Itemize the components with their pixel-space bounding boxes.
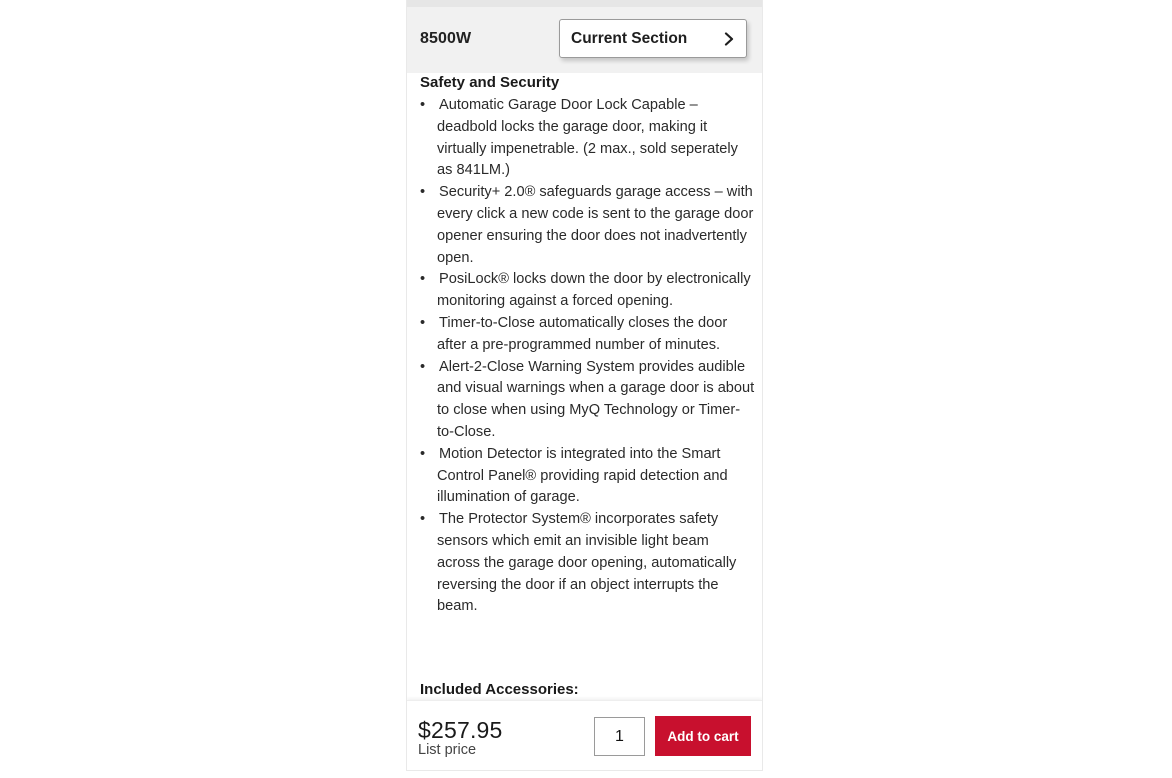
list-item	[420, 313, 755, 357]
list-item-text: Motion Detector is integrated into the Smart Control Panel® providing rapid detection and illumination of garage.	[437, 445, 728, 506]
add-to-cart-button[interactable]: Add to cart	[655, 716, 751, 756]
list-item	[420, 95, 755, 182]
model-number: 8500W	[420, 30, 472, 47]
list-item-text: Security+ 2.0® safeguards garage access – with every click a new code is sent to the garage door opener ensuring the door does not inadvertently open.	[437, 184, 754, 266]
list-item-text: Automatic Garage Door Lock Capable – deadbold locks the garage door, making it virtually impenetrable. (2 max., sold seperately as 841LM.)	[437, 97, 738, 179]
safety-list	[420, 95, 755, 618]
description-content	[420, 73, 755, 618]
price-value: $257.95	[418, 717, 503, 743]
list-item	[420, 509, 755, 618]
chevron-right-icon	[723, 32, 735, 46]
product-detail-panel	[406, 0, 763, 771]
purchase-bar	[407, 700, 762, 771]
bullet-glyph: •	[420, 184, 426, 201]
list-item-text: Alert-2-Close Warning System provides audible and visual warnings when a garage door is about to close when using MyQ Technology or Timer-to-Close.	[437, 358, 755, 440]
top-strip	[407, 0, 762, 7]
current-section-label: Current Section	[571, 30, 688, 47]
current-section-button[interactable]	[559, 19, 747, 58]
bullet-glyph: •	[420, 271, 426, 288]
list-item-text: The Protector System® incorporates safety sensors which emit an invisible light beam across the garage door opening, automatically reversing the door if an object interrupts the beam.	[437, 511, 737, 615]
list-item	[420, 357, 755, 444]
section-header	[407, 7, 762, 73]
list-item-text: PosiLock® locks down the door by electronically monitoring against a forced opening.	[437, 271, 751, 310]
price-label: List price	[418, 742, 477, 758]
list-item	[420, 182, 755, 269]
bullet-glyph: •	[420, 314, 426, 331]
list-item	[420, 269, 755, 313]
list-item	[420, 444, 755, 509]
safety-heading: Safety and Security	[420, 74, 560, 91]
accessories-heading: Included Accessories:	[420, 681, 579, 698]
list-item-text: Timer-to-Close automatically closes the door after a pre-programmed number of minutes.	[437, 314, 728, 353]
bullet-glyph: •	[420, 511, 426, 528]
bullet-glyph: •	[420, 445, 426, 462]
quantity-input[interactable]	[594, 717, 645, 756]
bullet-glyph: •	[420, 97, 426, 113]
bullet-glyph: •	[420, 358, 426, 375]
